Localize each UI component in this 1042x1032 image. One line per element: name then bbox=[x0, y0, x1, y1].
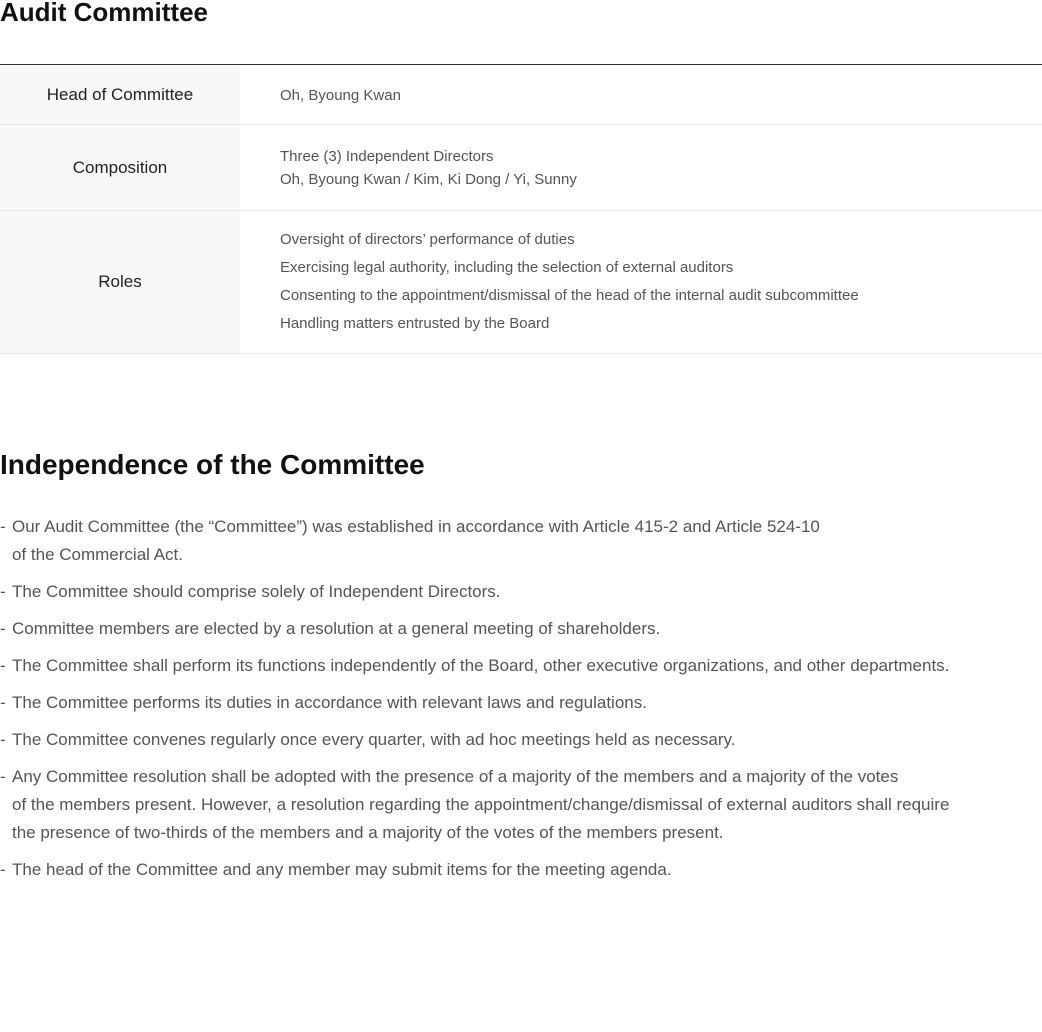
bullet-text-line: The Committee shall perform its functions independently of the Board, other executive organizations, and other departments. bbox=[12, 656, 950, 675]
audit-committee-table bbox=[0, 64, 1042, 354]
table-row-head-of-committee bbox=[0, 65, 1042, 125]
bullet-text-line: of the members present. However, a resolution regarding the appointment/change/dismissal of external auditors shall require bbox=[12, 795, 950, 814]
bullet-dash: - bbox=[0, 860, 6, 879]
row-value bbox=[240, 125, 1042, 210]
audit-committee-title: Audit Committee bbox=[0, 0, 208, 27]
list-item bbox=[0, 578, 1042, 606]
bullet-text-line: Any Committee resolution shall be adopted with the presence of a majority of the members and a majority of the votes bbox=[12, 767, 899, 786]
bullet-dash: - bbox=[0, 582, 6, 601]
bullet-text-line: Our Audit Committee (the “Committee”) was established in accordance with Article 415-2 and Article 524-10 bbox=[12, 517, 820, 536]
list-item bbox=[0, 652, 1042, 680]
list-item bbox=[0, 763, 1042, 847]
value-line: Oversight of directors’ performance of duties bbox=[280, 231, 575, 248]
row-label: Composition bbox=[0, 125, 240, 210]
list-item bbox=[0, 726, 1042, 754]
value-line: Oh, Byoung Kwan / Kim, Ki Dong / Yi, Sunny bbox=[280, 170, 577, 188]
bullet-dash: - bbox=[0, 619, 6, 638]
table-row-composition bbox=[0, 125, 1042, 211]
bullet-dash: - bbox=[0, 656, 6, 675]
bullet-text-line: Committee members are elected by a resolution at a general meeting of shareholders. bbox=[12, 619, 661, 638]
bullet-text-line: The Committee convenes regularly once every quarter, with ad hoc meetings held as necessary. bbox=[12, 730, 736, 749]
list-item bbox=[0, 513, 1042, 569]
list-item bbox=[0, 856, 1042, 884]
bullet-dash: - bbox=[0, 730, 6, 749]
row-label: Head of Committee bbox=[0, 65, 240, 124]
value-line: Handling matters entrusted by the Board bbox=[280, 315, 550, 332]
row-value bbox=[240, 65, 1042, 124]
row-label: Roles bbox=[0, 211, 240, 353]
bullet-text-line: the presence of two-thirds of the members and a majority of the votes of the members present. bbox=[12, 823, 724, 842]
bullet-text-line: The head of the Committee and any member may submit items for the meeting agenda. bbox=[12, 860, 672, 879]
value-line: Exercising legal authority, including the selection of external auditors bbox=[280, 259, 734, 276]
list-item bbox=[0, 689, 1042, 717]
list-item bbox=[0, 615, 1042, 643]
bullet-dash: - bbox=[0, 517, 6, 536]
bullet-dash: - bbox=[0, 767, 6, 786]
bullet-text-line: of the Commercial Act. bbox=[12, 545, 184, 564]
row-value bbox=[240, 211, 1042, 353]
bullet-dash: - bbox=[0, 693, 6, 712]
value-line: Oh, Byoung Kwan bbox=[280, 86, 401, 104]
bullet-text-line: The Committee should comprise solely of Independent Directors. bbox=[12, 582, 501, 601]
bullet-text-line: The Committee performs its duties in accordance with relevant laws and regulations. bbox=[12, 693, 647, 712]
value-line: Consenting to the appointment/dismissal of the head of the internal audit subcommittee bbox=[280, 287, 859, 304]
independence-list bbox=[0, 513, 1042, 893]
independence-title: Independence of the Committee bbox=[0, 449, 425, 480]
value-line: Three (3) Independent Directors bbox=[280, 147, 494, 165]
table-row-roles bbox=[0, 211, 1042, 354]
